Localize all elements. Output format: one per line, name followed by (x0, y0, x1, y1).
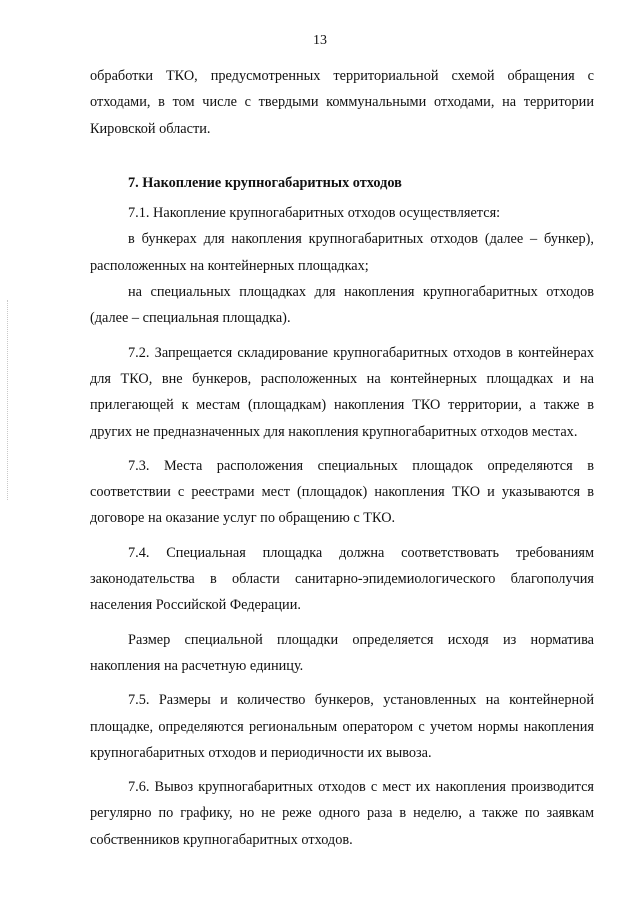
paragraph-7-1: 7.1. Накопление крупногабаритных отходов осуществляется: (128, 205, 501, 222)
margin-scan-marks (7, 300, 9, 500)
page-number: 13 (313, 33, 327, 48)
paragraph-7-2: 7.2. Запрещается складирование крупногабаритных отходов в контейнерах для ТКО, вне бункеров, расположенных на контейнерных площадках и на прилегающей к местам (площадкам) накопления ТКО территории, а также в других не предназначенных для накопления крупногабаритных отходов местах. (90, 344, 594, 440)
paragraph-7-4: 7.4. Специальная площадка должна соответствовать требованиям законодательства в области санитарно-эпидемиологического благополучия населения Российской Федерации. (90, 544, 594, 614)
paragraph-7-6: 7.6. Вывоз крупногабаритных отходов с мест их накопления производится регулярно по графику, но не реже одного раза в неделю, а также по заявкам собственников крупногабаритных отходов. (90, 779, 594, 848)
paragraph-7-4-size: Размер специальной площадки определяется исходя из норматива накопления на расчетную единицу. (90, 631, 594, 674)
intro-paragraph: обработки ТКО, предусмотренных территориальной схемой обращения с отходами, в том числе с твердыми коммунальными отходами, на территории Кировской области. (90, 68, 594, 137)
paragraph-7-1-special-sites: на специальных площадках для накопления крупногабаритных отходов (далее – специальная площадка). (90, 284, 594, 327)
paragraph-7-5: 7.5. Размеры и количество бункеров, установленных на контейнерной площадке, определяются региональным оператором с учетом нормы накопления крупногабаритных отходов и периодичности их вывоза. (90, 692, 594, 761)
paragraph-7-3: 7.3. Места расположения специальных площадок определяются в соответствии с реестрами мест (площадок) накопления ТКО и указываются в договоре на оказание услуг по обращению с ТКО. (90, 457, 594, 527)
section-heading: 7. Накопление крупногабаритных отходов (128, 174, 402, 191)
paragraph-7-1-bunkers: в бункерах для накопления крупногабаритных отходов (далее – бункер), расположенных на контейнерных площадках; (90, 231, 594, 274)
document-body (90, 63, 594, 853)
